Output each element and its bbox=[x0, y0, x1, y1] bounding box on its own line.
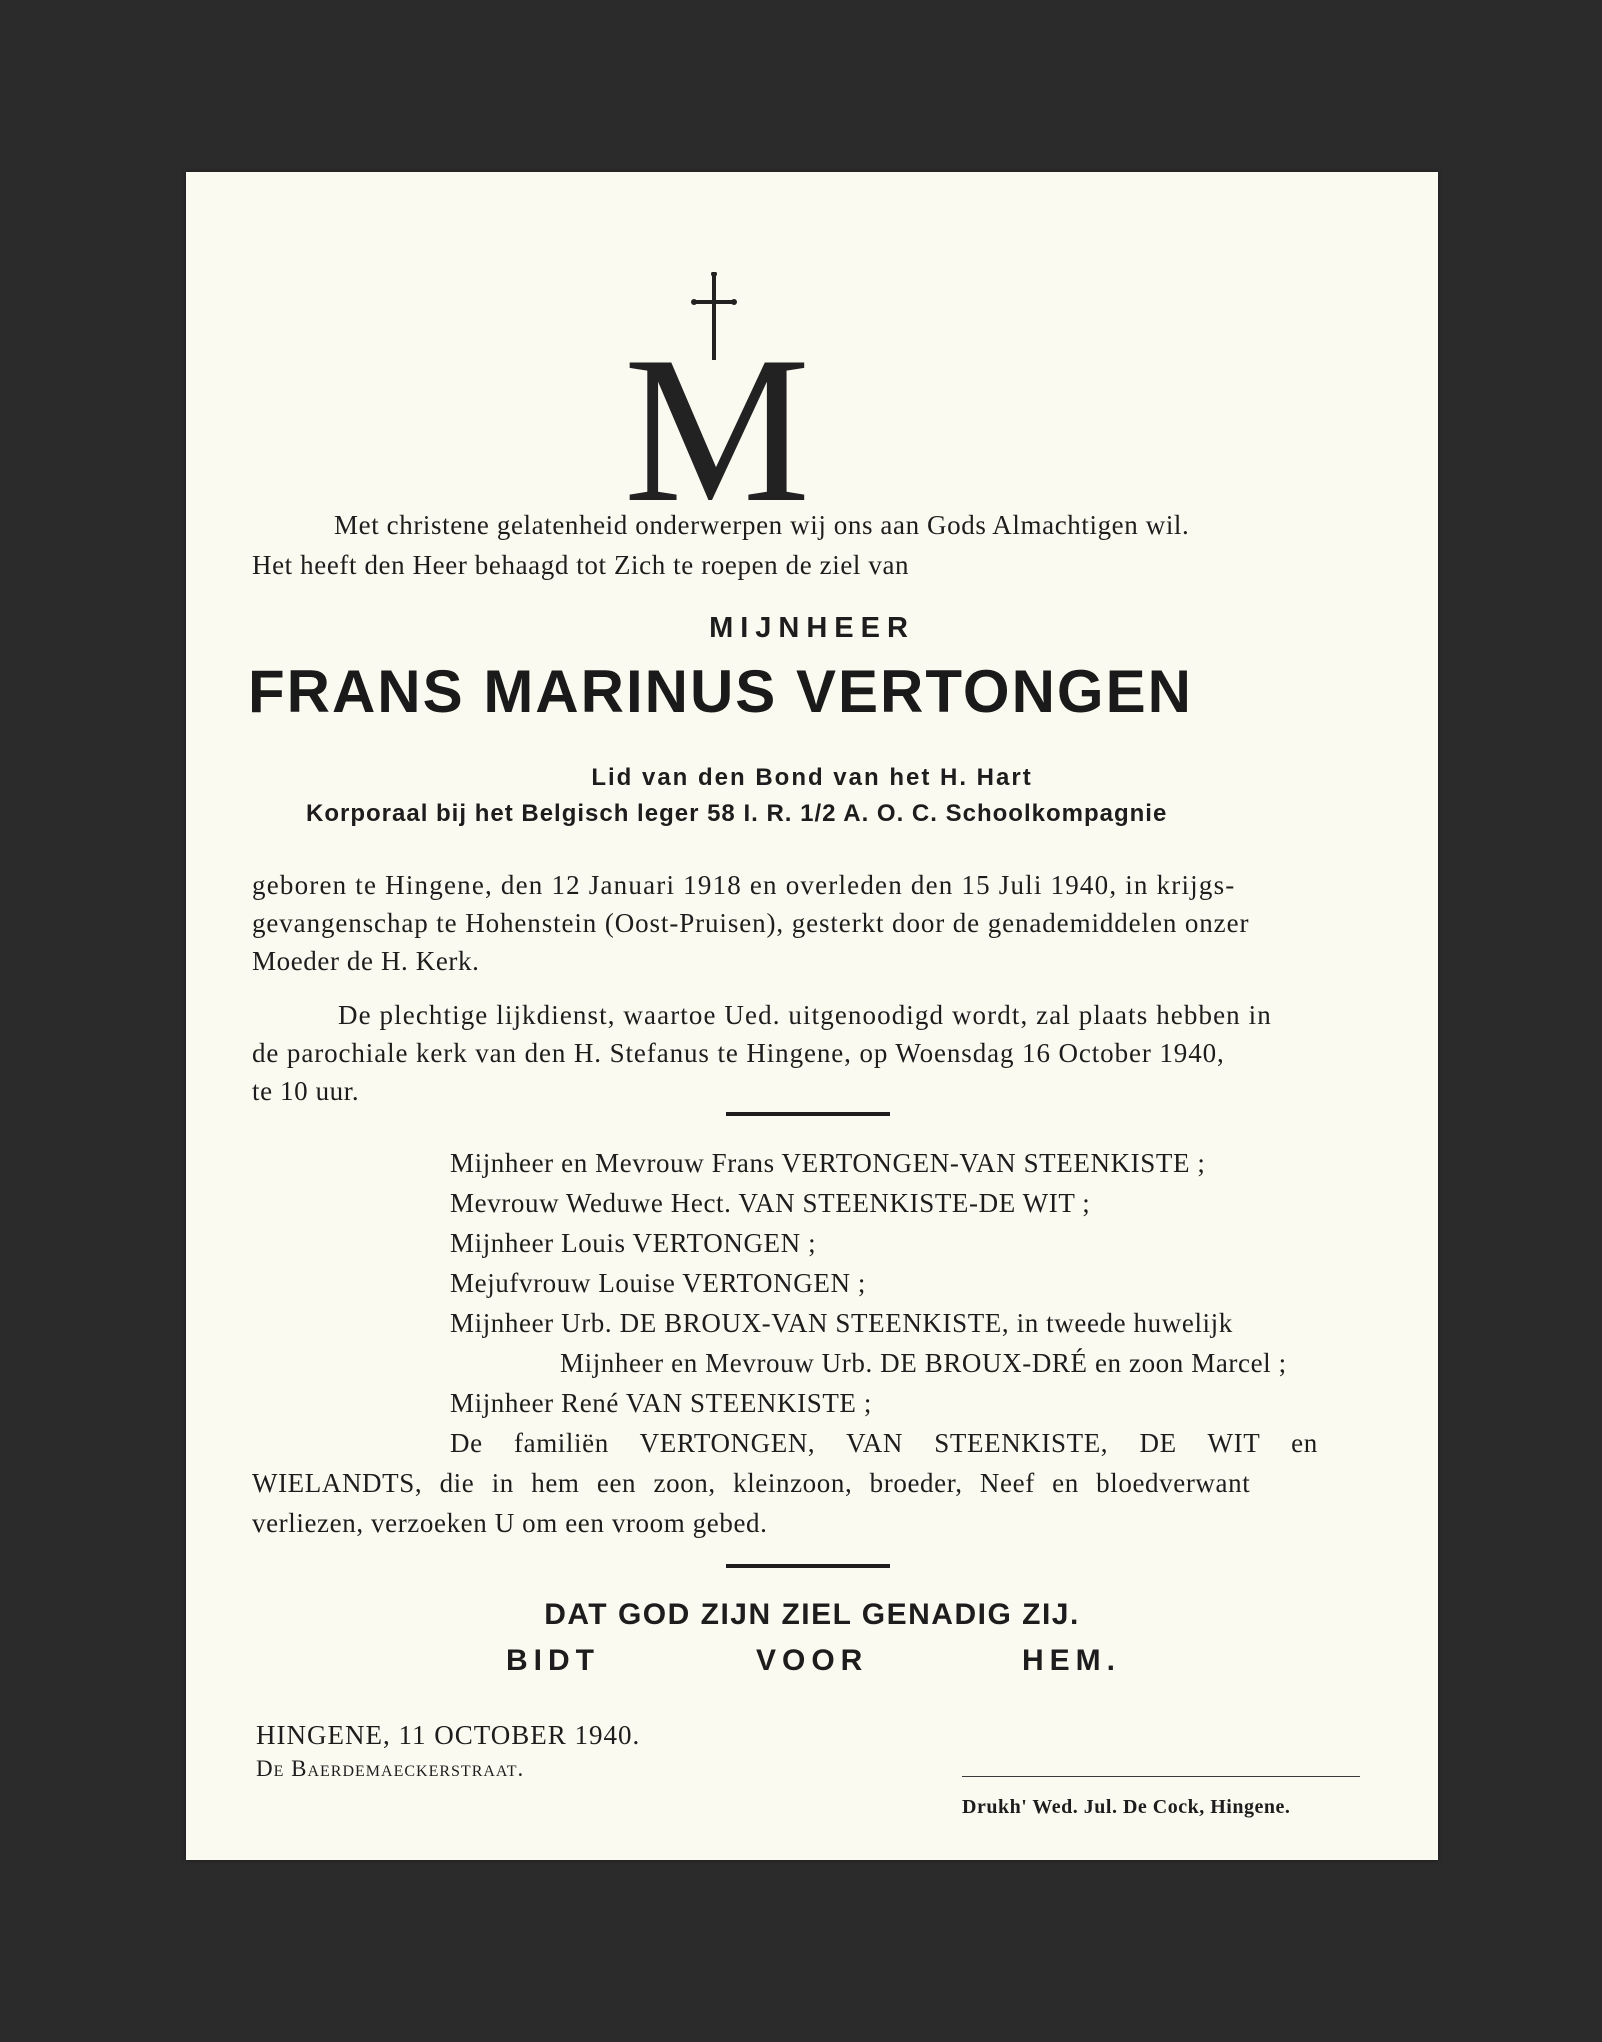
family-line-2: Mevrouw Weduwe Hect. VAN STEENKISTE-DE WIT ; bbox=[450, 1188, 1091, 1218]
service-line-1: De plechtige lijkdienst, waartoe Ued. uitgenoodigd wordt, zal plaats hebben in bbox=[338, 1000, 1272, 1030]
intro-line-2: Het heeft den Heer behaagd tot Zich te roepen de ziel van bbox=[252, 550, 910, 580]
birth-death-line-3: Moeder de H. Kerk. bbox=[252, 946, 480, 976]
service-line-3: te 10 uur. bbox=[252, 1076, 360, 1106]
family-line-7: Mijnheer René VAN STEENKISTE ; bbox=[450, 1388, 872, 1418]
prayer-word-voor: VOOR bbox=[756, 1644, 869, 1677]
family-line-5: Mijnheer Urb. DE BROUX-VAN STEENKISTE, in tweede huwelijk bbox=[450, 1308, 1233, 1338]
intro-line-1: Met christene gelatenheid onderwerpen wij ons aan Gods Almachtigen wil. bbox=[334, 510, 1190, 540]
family-line-4: Mejufvrouw Louise VERTONGEN ; bbox=[450, 1268, 866, 1298]
divider-2 bbox=[726, 1564, 890, 1568]
place-date: HINGENE, 11 OCTOBER 1940. bbox=[256, 1720, 641, 1750]
marian-monogram-icon bbox=[622, 272, 812, 502]
prayer-line-1: DAT GOD ZIJN ZIEL GENADIG ZIJ. bbox=[544, 1598, 1080, 1631]
family-line-9: WIELANDTS, die in hem een zoon, kleinzoon, broeder, Neef en bloedverwant bbox=[252, 1468, 1251, 1498]
honorific: MIJNHEER bbox=[709, 612, 915, 644]
mourning-card bbox=[186, 172, 1438, 1860]
svg-text:M: M bbox=[623, 314, 811, 502]
birth-death-line-1: geboren te Hingene, den 12 Januari 1918 en overleden den 15 Juli 1940, in krijgs- bbox=[252, 870, 1236, 900]
affiliation-line-2: Korporaal bij het Belgisch leger 58 I. R. 1/2 A. O. C. Schoolkompagnie bbox=[306, 800, 1168, 827]
prayer-word-bidt: BIDT bbox=[506, 1644, 600, 1677]
divider-1 bbox=[726, 1112, 890, 1116]
family-line-10: verliezen, verzoeken U om een vroom gebed. bbox=[252, 1508, 768, 1538]
family-line-6: Mijnheer en Mevrouw Urb. DE BROUX-DRÉ en zoon Marcel ; bbox=[560, 1348, 1287, 1378]
street: De Baerdemaeckerstraat. bbox=[256, 1756, 525, 1781]
family-line-1: Mijnheer en Mevrouw Frans VERTONGEN-VAN STEENKISTE ; bbox=[450, 1148, 1206, 1178]
prayer-word-hem: HEM. bbox=[1022, 1644, 1121, 1677]
birth-death-line-2: gevangenschap te Hohenstein (Oost-Pruisen), gesterkt door de genademiddelen onzer bbox=[252, 908, 1250, 938]
family-line-8: De familiën VERTONGEN, VAN STEENKISTE, DE WIT en bbox=[450, 1428, 1318, 1458]
affiliation-line-1: Lid van den Bond van het H. Hart bbox=[591, 764, 1033, 791]
printer-rule bbox=[962, 1776, 1360, 1777]
family-line-3: Mijnheer Louis VERTONGEN ; bbox=[450, 1228, 817, 1258]
deceased-name: FRANS MARINUS VERTONGEN bbox=[248, 658, 1193, 725]
service-line-2: de parochiale kerk van den H. Stefanus te Hingene, op Woensdag 16 October 1940, bbox=[252, 1038, 1225, 1068]
printer-credit: Drukh' Wed. Jul. De Cock, Hingene. bbox=[962, 1796, 1291, 1818]
